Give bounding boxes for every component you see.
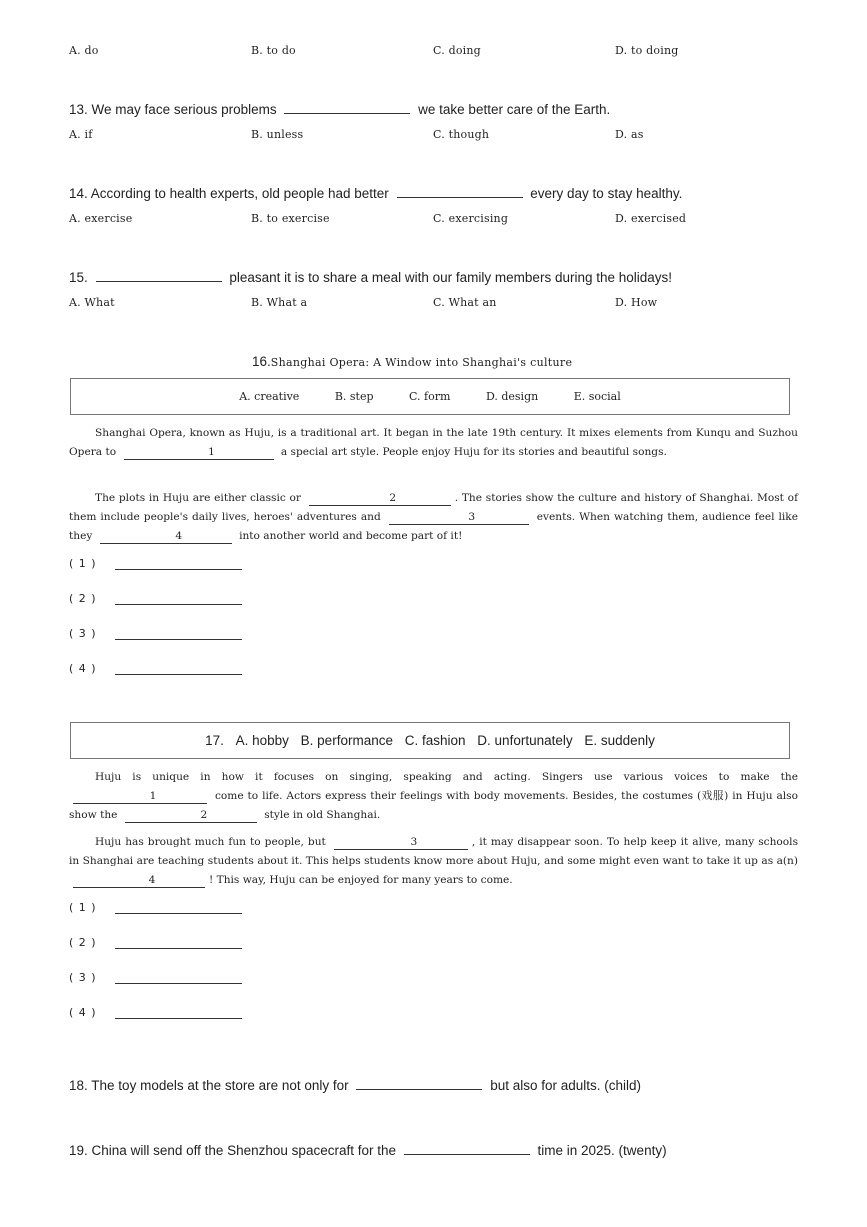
- passage-17-paragraph-2: [69, 833, 798, 891]
- question-text: we take better care of the Earth.: [418, 102, 611, 117]
- question-number: 16.: [252, 354, 271, 369]
- passage-text: ! This way, Huju can be enjoyed for many years to come.: [209, 874, 513, 887]
- question-15: [69, 268, 672, 285]
- passage-16-paragraph-1: [69, 424, 798, 462]
- question-number: 19.: [69, 1143, 88, 1158]
- word-option: C. fashion: [404, 733, 466, 748]
- question-13: [69, 100, 610, 117]
- passage-text: . The stories show the culture and history of Shanghai. Most of them include people's daily lives, heroes' adventures and: [69, 492, 798, 524]
- answer-line[interactable]: [115, 913, 242, 914]
- question-text: time in 2025. (twenty): [537, 1143, 667, 1158]
- word-bank-17: [70, 722, 790, 759]
- question-14: [69, 184, 682, 201]
- answer-line[interactable]: [115, 674, 242, 675]
- q14-option-a: A. exercise: [69, 212, 133, 225]
- passage-text: , it may disappear soon. To help keep it alive, many schools in Shanghai are teaching students about it. This helps students know more about Huju, and some might even want to take it up as a(n): [69, 836, 799, 868]
- question-text: China will send off the Shenzhou spacecraft for the: [91, 1143, 396, 1158]
- question-19: [69, 1141, 667, 1158]
- answer-label: ( 1 ): [69, 557, 97, 570]
- word-option: B. performance: [300, 733, 393, 748]
- q15-option-b: B. What a: [251, 296, 308, 309]
- word-option: D. unfortunately: [477, 733, 573, 748]
- answer-label: ( 3 ): [69, 971, 97, 984]
- passage-text: events. When watching them, audience feel like they: [69, 511, 798, 543]
- answer-line[interactable]: [115, 604, 242, 605]
- question-text: pleasant it is to share a meal with our family members during the holidays!: [229, 270, 673, 285]
- answer-line[interactable]: [115, 983, 242, 984]
- passage-16-paragraph-2: [69, 489, 798, 547]
- answer-label: ( 4 ): [69, 1006, 97, 1019]
- answer-line[interactable]: [115, 1018, 242, 1019]
- passage-text: come to life. Actors express their feelings with body movements. Besides, the costumes (戏服) in Huju also show the: [69, 790, 799, 822]
- q12-option-a: A. do: [69, 44, 99, 57]
- word-bank-16: [70, 378, 790, 415]
- q15-option-a: A. What: [69, 296, 115, 309]
- question-text: every day to stay healthy.: [530, 186, 683, 201]
- answer-blank[interactable]: [356, 1076, 482, 1090]
- numbered-blank: 4: [73, 874, 205, 888]
- answer-label: ( 2 ): [69, 936, 97, 949]
- answer-blank[interactable]: [404, 1141, 530, 1155]
- passage-text: Huju has brought much fun to people, but: [95, 836, 326, 848]
- passage-text: a special art style. People enjoy Huju for its stories and beautiful songs.: [280, 446, 667, 459]
- answer-blank[interactable]: [96, 268, 222, 282]
- question-number: 17.: [205, 733, 224, 748]
- numbered-blank: 2: [125, 809, 257, 823]
- word-option: A. hobby: [235, 733, 289, 748]
- question-number: 18.: [69, 1078, 88, 1093]
- word-option: D. design: [485, 390, 539, 403]
- passage-17-paragraph-1: [69, 768, 798, 826]
- numbered-blank: 3: [334, 836, 468, 850]
- numbered-blank: 4: [100, 530, 232, 544]
- q15-option-c: C. What an: [433, 296, 497, 309]
- answer-label: ( 2 ): [69, 592, 97, 605]
- numbered-blank: 1: [124, 446, 274, 460]
- passage-text: style in old Shanghai.: [264, 809, 381, 822]
- answer-label: ( 3 ): [69, 627, 97, 640]
- q12-option-b: B. to do: [251, 44, 296, 57]
- q13-option-b: B. unless: [251, 128, 304, 141]
- word-option: E. suddenly: [584, 733, 655, 748]
- q15-option-d: D. How: [615, 296, 658, 309]
- q13-option-c: C. though: [433, 128, 490, 141]
- question-text: According to health experts, old people had better: [90, 186, 389, 201]
- passage-text: into another world and become part of it!: [239, 530, 463, 543]
- numbered-blank: 2: [309, 492, 451, 506]
- question-number: 13.: [69, 102, 88, 117]
- question-number: 15.: [69, 270, 88, 285]
- q14-option-b: B. to exercise: [251, 212, 330, 225]
- answer-line[interactable]: [115, 569, 242, 570]
- passage-text: Huju is unique in how it focuses on singing, speaking and acting. Singers use various voices to make the: [95, 771, 798, 783]
- question-16-title: [252, 353, 572, 371]
- q12-option-c: C. doing: [433, 44, 481, 57]
- q14-option-d: D. exercised: [615, 212, 687, 225]
- word-option: E. social: [573, 390, 621, 403]
- numbered-blank: 1: [73, 790, 207, 804]
- answer-blank[interactable]: [284, 100, 410, 114]
- answer-label: ( 1 ): [69, 901, 97, 914]
- answer-line[interactable]: [115, 639, 242, 640]
- numbered-blank: 3: [389, 511, 529, 525]
- q13-option-a: A. if: [69, 128, 93, 141]
- passage-text: Shanghai Opera, known as Huju, is a traditional art. It began in the late 19th century. It mixes elements from Kunqu and Suzhou Opera to: [69, 427, 798, 459]
- q14-option-c: C. exercising: [433, 212, 509, 225]
- q12-option-d: D. to doing: [615, 44, 679, 57]
- question-text: We may face serious problems: [91, 102, 277, 117]
- passage-title: Shanghai Opera: A Window into Shanghai's culture: [270, 356, 573, 369]
- answer-label: ( 4 ): [69, 662, 97, 675]
- word-option: B. step: [334, 390, 374, 403]
- answer-blank[interactable]: [397, 184, 523, 198]
- question-text: The toy models at the store are not only for: [91, 1078, 349, 1093]
- question-18: [69, 1076, 641, 1093]
- question-text: but also for adults. (child): [490, 1078, 642, 1093]
- word-option: A. creative: [239, 390, 300, 403]
- passage-text: The plots in Huju are either classic or: [95, 492, 301, 504]
- word-option: C. form: [409, 390, 451, 403]
- answer-line[interactable]: [115, 948, 242, 949]
- q13-option-d: D. as: [615, 128, 644, 141]
- question-number: 14.: [69, 186, 88, 201]
